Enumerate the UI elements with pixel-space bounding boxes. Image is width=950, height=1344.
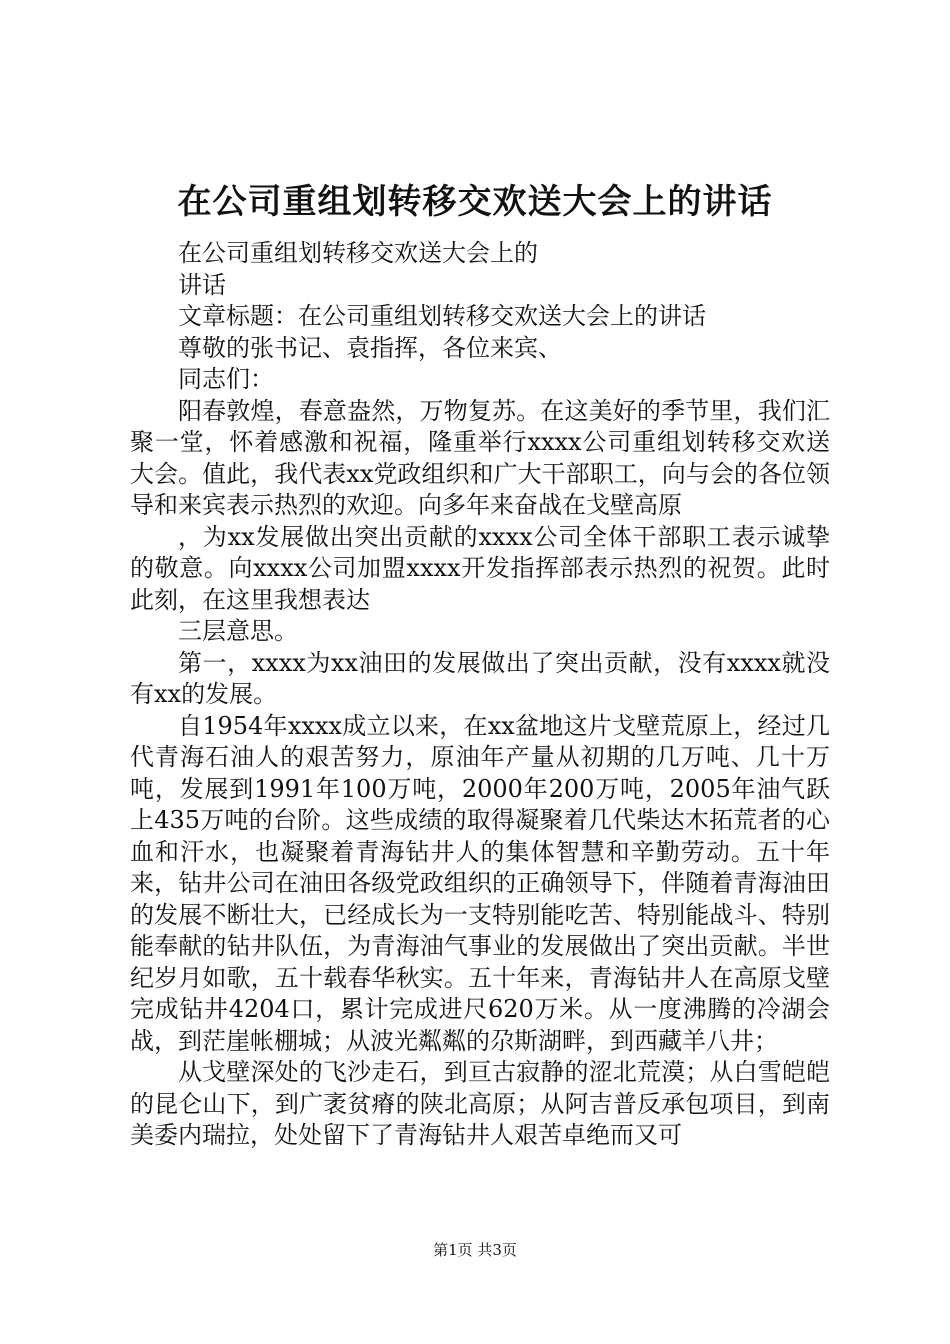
paragraph-three-points: 三层意思。 bbox=[178, 617, 298, 645]
document-body bbox=[130, 238, 830, 1152]
paragraph-subtitle-line2: 讲话 bbox=[178, 270, 226, 299]
paragraph-respect: ，为xx发展做出突出贡献的xxxx公司全体干部职工表示诚挚的敬意。向xxxx公司加盟xxxx开发指挥部表示热烈的祝贺。此时此刻，在这里我想表达 bbox=[130, 522, 830, 614]
paragraph-salutation: 尊敬的张书记、袁指挥，各位来宾、 bbox=[178, 333, 562, 362]
paragraph-comrades: 同志们： bbox=[178, 365, 274, 393]
paragraph-subtitle-line1: 在公司重组划转移交欢送大会上的 bbox=[178, 239, 538, 267]
paragraph-footprints: 从戈壁深处的飞沙走石，到亘古寂静的涩北荒漠；从白雪皑皑的昆仑山下，到广袤贫瘠的陕北高原；从阿吉普反承包项目，到南美委内瑞拉，处处留下了青海钻井人艰苦卓绝而又可 bbox=[130, 1058, 830, 1149]
paragraph-history: 自1954年xxxx成立以来，在xx盆地这片戈壁荒原上，经过几代青海石油人的艰苦努力，原油年产量从初期的几万吨、几十万吨，发展到1991年100万吨，2000年200万吨，2005年油气跃上435万吨的台阶。这些成绩的取得凝聚着几代柴达木拓荒者的心血和汗水，也凝聚着青海钻井人的集体智慧和辛勤劳动。五十年来，钻井公司在油田各级党政组织的正确领导下，伴随着青海油田的发展不断壮大，已经成长为一支特别能吃苦、特别能战斗、特别能奉献的钻井队伍，为青海油气事业的发展做出了突出贡献。半世纪岁月如歌，五十载春华秋实。五十年来，青海钻井人在高原戈壁完成钻井4204口，累计完成进尺620万米。从一度沸腾的冷湖会战，到茫崖帐棚城；从波光粼粼的尕斯湖畔，到西藏羊八井； bbox=[130, 711, 830, 1055]
page-footer: 第1页 共3页 bbox=[433, 1241, 517, 1259]
document-title: 在公司重组划转移交欢送大会上的讲话 bbox=[177, 182, 773, 222]
paragraph-first-point: 第一，xxxx为xx油田的发展做出了突出贡献，没有xxxx就没有xx的发展。 bbox=[130, 648, 830, 708]
paragraph-opening: 阳春敦煌，春意盎然，万物复苏。在这美好的季节里，我们汇聚一堂，怀着感激和祝福，隆重举行xxxx公司重组划转移交欢送大会。值此，我代表xx党政组织和广大干部职工，向与会的各位领导和来宾表示热烈的欢迎。向多年来奋战在戈壁高原 bbox=[130, 396, 830, 519]
paragraph-article-title: 文章标题：在公司重组划转移交欢送大会上的讲话 bbox=[178, 302, 706, 330]
